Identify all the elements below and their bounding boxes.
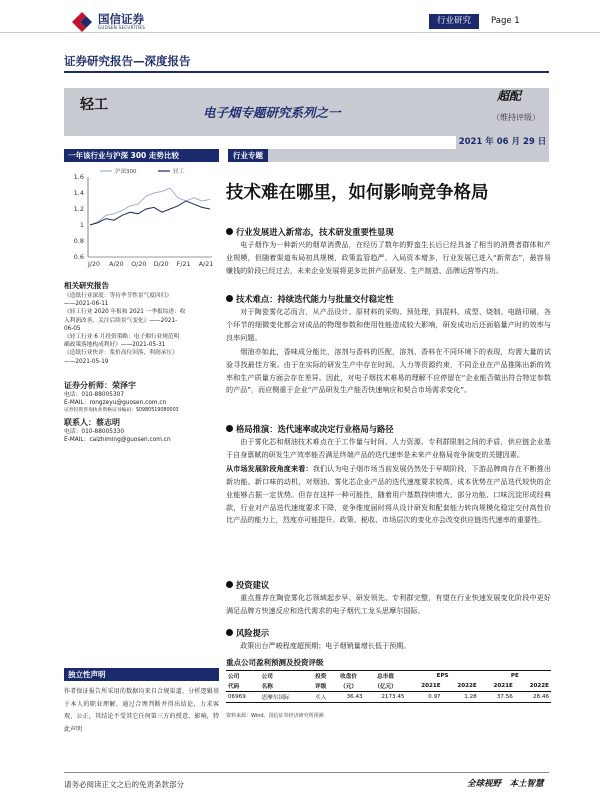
performance-chart [62,167,220,273]
footer-divider [64,772,549,773]
industry-name: 轻工 [80,97,108,113]
paragraph: 重点推荐在陶瓷雾化芯领域起步早、研发领先、专利群完整，有望在行业快速发展变化阶段中更好满足品牌方快速反应和迭代需求的电子烟代工龙头思摩尔国际。 [226,593,551,615]
analyst-tel: 电话：010-88005307 [64,392,125,398]
main-title: 技术难在哪里，如何影响竞争格局 [226,183,489,203]
bullet-icon [226,228,233,235]
related-line: ——2021-06-11 [64,301,109,308]
related-line: ——2021-05-19 [64,358,109,365]
contact-name: 联系人：蔡志明 [64,418,120,427]
table-cell: 0.97 [407,692,443,703]
related-line: 入利润改善，关注后续景气变化》——2021- [64,317,178,324]
table-header-cell: 2021E [479,681,515,692]
related-line: 确政策落地构成利好》——2021-05-31 [64,342,166,349]
series-line [90,201,210,225]
table-cell: 37.56 [479,692,515,703]
y-tick-label: 1.4 [73,189,84,197]
bullet-icon [226,629,233,636]
footer-slogan: 全球视野 本土智慧 [467,779,544,789]
guosen-logo [70,10,170,34]
y-tick-label: 0.6 [73,253,84,261]
disclaimer-note: 请务必阅读正文之后的免责条款部分 [64,780,184,789]
table-header-cell: 公司 [260,671,309,682]
section-heading [226,579,551,591]
y-tick-label: 1 [79,221,84,229]
x-tick-label: F/21 [176,261,191,268]
table-cell: 28.46 [515,692,551,703]
declaration-heading: 独立性声明 [64,668,219,681]
table-header-cell: 总市值 [365,671,407,682]
table-cell: 思摩尔国际 [260,692,309,703]
table-header-cell: 投资 [309,671,332,682]
table-header-cell: 2022E [443,681,479,692]
x-tick-label: D/20 [153,261,169,268]
related-line: 06-05 [64,325,81,332]
logo-cn: 国信证券 [98,12,144,26]
x-tick-label: J/20 [88,261,100,268]
table-header-cell: （亿元） [365,681,407,692]
paragraph-body: 我们认为电子烟市场当前发展仍然处于早期阶段，下游品牌商存在不断推出新功能、新口味的动机，对烟油、雾化芯企业产品的迭代速度要求较高，成本优势在产品迭代较快的企业能够占据一定优势。但存在这样一种可能性，随着用户基数持续增大、部分功能、口味沉淀形成经典款，行业对产品迭代速度要求下降，竞争维度届时将从设计研发和配套能力转向规模化稳定交付高性价比产品的能力上，烈度亦可能提升。政策、税收、市场层次的变化亦会改变供应链迭代速率的重要性。 [226,463,551,525]
analyst-block [64,380,222,444]
paragraph-lead: 从市场发展阶段角度来看： [226,463,313,473]
section-landscape [226,423,551,527]
legend-label: 沪深300 [115,169,137,175]
table-source: 资料来源：Wind、国信证券经济研究所预测 [226,713,324,719]
forecast-table [226,670,551,703]
y-tick-label: 1.2 [73,205,84,213]
section-heading [226,226,551,238]
paragraph: 对于陶瓷雾化芯而言，从产品设计、原材料的采购、预处理，到混料、成型、烧制、电路印刷，各个环节的细微变化都会对成品的物理参数和使用性能造成较大影响，研发成功后还面临量产时的效率与良率问题。 [226,307,551,342]
section-tech [226,293,551,397]
section-investment [226,579,551,618]
table-header-cell: 2022E [515,681,551,692]
table-title: 重点公司盈利预测及投资评级 [226,658,324,667]
report-date: 2021 年 06 月 29 日 [456,136,549,149]
section-heading [226,627,551,639]
logo-en: GUOSEN SECURITIES [98,25,146,30]
page-number: Page 1 [491,16,520,26]
x-tick-label: A/21 [198,261,214,268]
table-header-cell: 2021E [407,681,443,692]
topic-tag: 行业专题 [228,149,268,162]
table-header-cell: 收盘价 [332,671,364,682]
related-line: 《造纸行业快评：浆价高位回落，利润承压》 [64,350,178,357]
section-heading [226,423,551,435]
declaration-text: 作者保证报告所采用的数据均来自合规渠道，分析逻辑基于本人的职业理解，通过合理判断并得出结论，力求客观、公正，其结论不受其它任何第三方的授意、影响，特此声明 [64,688,219,733]
paragraph: 政策出台严峻程度超预期；电子烟销量增长低于预期。 [240,641,411,650]
rating: 超配 [497,89,522,103]
table-cell: 36.43 [332,692,364,703]
table-header-cell: 名称 [260,681,309,692]
contact-email: E-MAIL：caizhiming@guosen.com.cn [64,437,171,443]
header-divider [0,32,600,33]
related-reports [64,292,222,366]
table-row [226,692,551,703]
table-header-cell: EPS [407,671,479,682]
header-tag: 行业研究 [429,14,479,29]
paragraph: 由于雾化芯和烟油技术难点在于工作量与时间、人力资源、专利群限制之间的矛盾，供应链企业基于自身禀赋的研发生产效率能否满足终端产品的迭代速率是未来产业格局竞争演变的关键因素。 [226,437,551,459]
section-heading-text: 投资建议 [236,580,270,590]
related-line: 《造纸行业深度：等待季节性景气度回归》 [64,293,173,299]
section-heading-text: 风险提示 [236,628,270,638]
legend-label: 轻工 [173,169,185,175]
topic-bar [228,149,549,162]
related-line: 《轻工行业 2020 年报和 2021 一季报综述：收 [64,309,186,316]
y-tick-label: 1.6 [73,173,84,181]
table-cell: 1.28 [443,692,479,703]
table-header-cell: 评级 [309,681,332,692]
table-cell: 买入 [309,692,332,703]
paragraph: 电子烟作为一种新兴的烟草消费品，在经历了数年的野蛮生长后已经具备了相当的消费者群体和产业规模，但随着渠道布局初具规模，政策监管趋严，入局资本增多，行业发展已进入“新常态”，最容易赚钱的阶段已经过去，未来企业发展将更多比拼产品研发、生产制造、品牌运营等内功。 [226,240,551,275]
section-risk [226,627,551,653]
section-heading [226,293,551,305]
table-header-row [226,681,551,692]
x-tick-label: O/20 [131,261,147,268]
section-industry [226,226,551,278]
related-reports-title: 相关研究报告 [64,281,109,290]
analyst-name: 证券分析师：荣泽宇 [64,381,136,390]
title-divider [64,71,549,73]
x-tick-label: A/20 [109,261,124,268]
contact-tel: 电话：010-88005330 [64,429,125,435]
analyst-email: E-MAIL：rongzeyu@guosen.com.cn [64,400,167,406]
analyst-cert: 证券投资咨询执业资格证书编码：S0980519080003 [64,408,179,413]
section-heading-text: 技术难点：持续迭代能力与批量交付稳定性 [236,294,394,304]
section-heading-text: 行业发展进入新常态，技术研发重要性显现 [236,227,394,237]
rating-note: （维持评级） [492,113,540,122]
bullet-icon [226,581,233,588]
table-header-cell: 代码 [226,681,260,692]
paragraph: 烟油亦如此，香味成分能比，溶剂与香料的匹配，溶剂、香料在不同环境下的表现，均需大量的试验寻找最佳方案。由于在实际的研发生产中存在时间、人力等资源约束，不同企业在产品推陈出新的效率和生产质量方面会存在差异。因此，对电子烟技术难易的理解不应停留在“企业能否做出符合特定参数的产品”，而应侧重于企业“产品研发生产能否快速响应和契合市场需求变化”。 [226,346,551,395]
table-cell: 2173.45 [365,692,407,703]
chart-heading: 一年该行业与沪深 300 走势比较 [64,149,219,162]
table-header-cell: PE [479,671,551,682]
table-header-row [226,671,551,682]
related-line: 《轻工行业 6 月投资策略：电子烟行业规范明 [64,334,180,341]
table-cell: 06969 [226,692,260,703]
bullet-icon [226,425,233,432]
table-header-cell: （元） [332,681,364,692]
section-heading-text: 格局推演：迭代速率或决定行业格局与路径 [236,424,394,434]
bullet-icon [226,295,233,302]
report-type-title: 证券研究报告—深度报告 [64,54,191,68]
report-series: 电子烟专题研究系列之一 [203,105,341,120]
y-tick-label: 0.8 [73,237,84,245]
table-header-cell: 公司 [226,671,260,682]
logo-mark-icon [70,10,94,34]
paragraph [226,463,551,528]
